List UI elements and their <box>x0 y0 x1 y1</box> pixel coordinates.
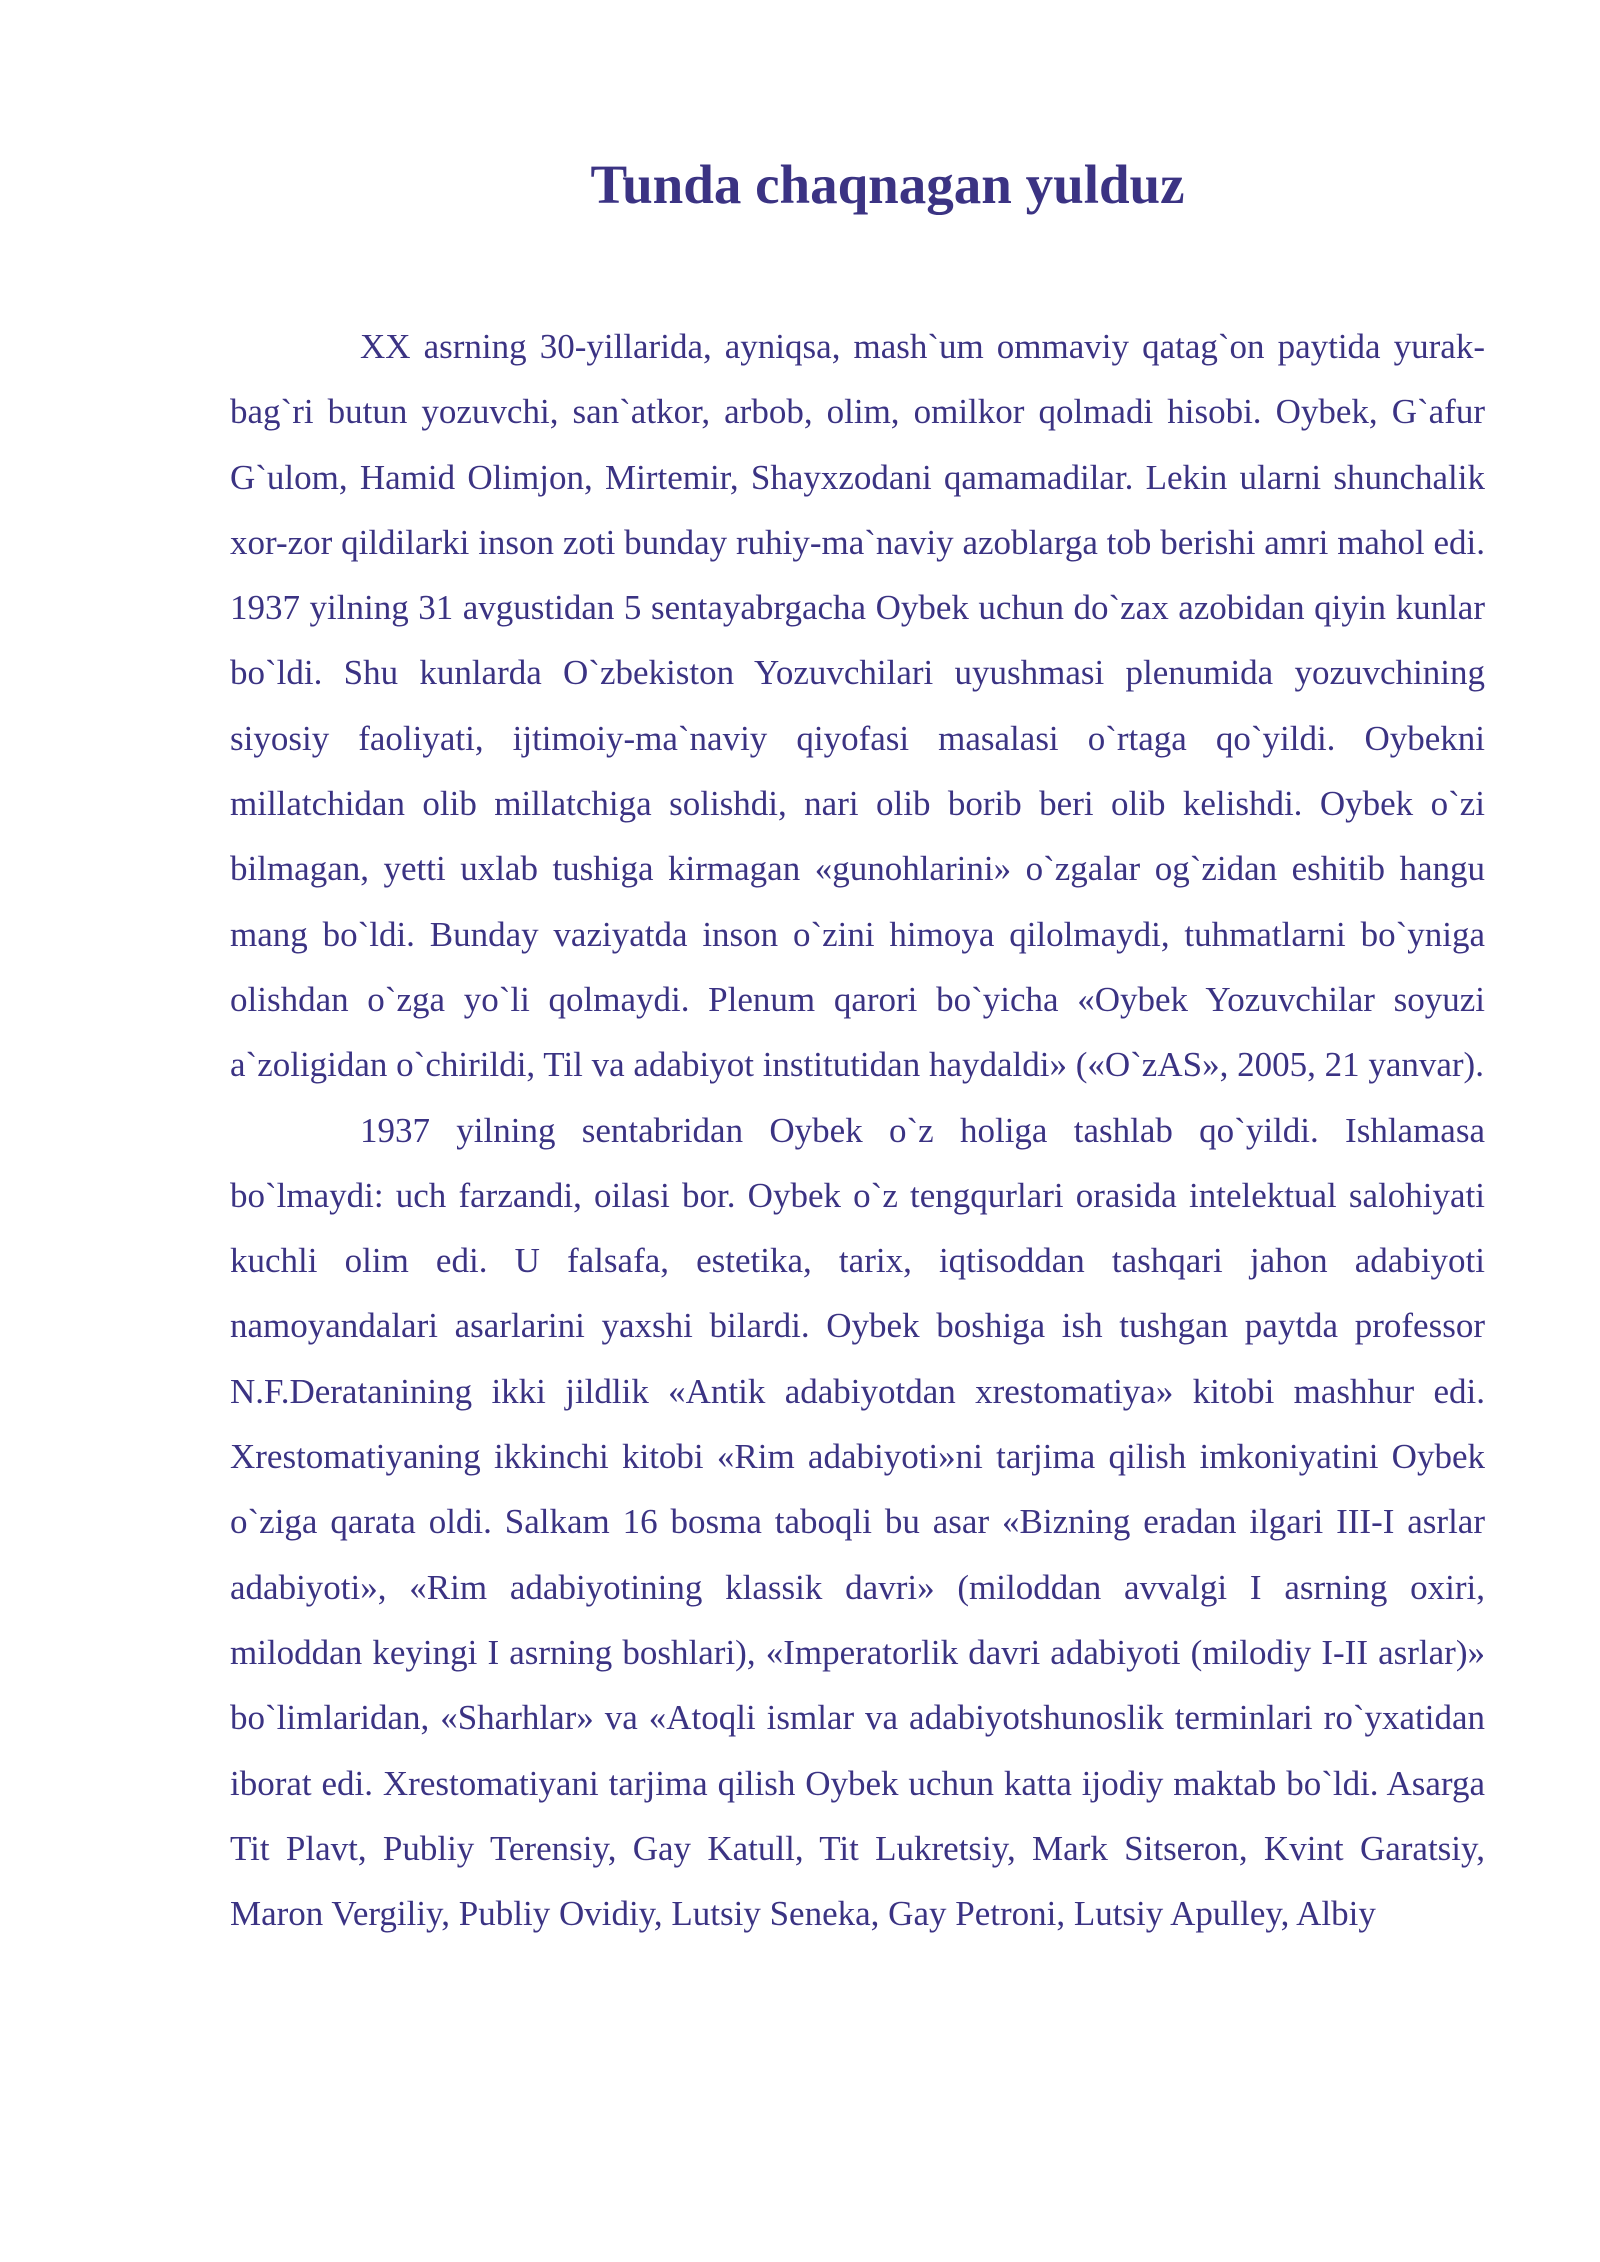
paragraph-1: XX asrning 30-yillarida, ayniqsa, mash`um ommaviy qatag`on paytida yurak-bag`ri butun yozuvchi, san`atkor, arbob, olim, omilkor qolmadi hisobi. Oybek, G`afur G`ulom, Hamid Olimjon, Mirtemir, Shayxzodani qamamadilar. Lekin ularni shunchalik xor-zor qildilarki inson zoti bunday ruhiy-ma`naviy azoblarga tob berishi amri mahol edi. 1937 yilning 31 avgustidan 5 sentayabrgacha Oybek uchun do`zax azobidan qiyin kunlar bo`ldi. Shu kunlarda O`zbekiston Yozuvchilari uyushmasi plenumida yozuvchining siyosiy faoliyati, ijtimoiy-ma`naviy qiyofasi masalasi o`rtaga qo`yildi. Oybekni millatchidan olib millatchiga solishdi, nari olib borib beri olib kelishdi. Oybek o`zi bilmagan, yetti uxlab tushiga kirmagan «gunohlarini» o`zgalar og`zidan eshitib hangu mang bo`ldi. Bunday vaziyatda inson o`zini himoya qilolmaydi, tuhmatlarni bo`yniga olishdan o`zga yo`li qolmaydi. Plenum qarori bo`yicha «Oybek Yozuvchilar soyuzi a`zoligidan o`chirildi, Til va adabiyot institutidan haydaldi» («O`zAS», 2005, 21 yanvar). <box>230 327 1485 1085</box>
document-body <box>230 314 1485 1946</box>
page-title: Tunda chaqnagan yulduz <box>590 154 1185 215</box>
paragraph-2: 1937 yilning sentabridan Oybek o`z holiga tashlab qo`yildi. Ishlamasa bo`lmaydi: uch farzandi, oilasi bor. Oybek o`z tengqurlari orasida intelektual salohiyati kuchli olim edi. U falsafa, estetika, tarix, iqtisoddan tashqari jahon adabiyoti namoyandalari asarlarini yaxshi bilardi. Oybek boshiga ish tushgan paytda professor N.F.Deratanining ikki jildlik «Antik adabiyotdan xrestomatiya» kitobi mashhur edi. Xrestomatiyaning ikkinchi kitobi «Rim adabiyoti»ni tarjima qilish imkoniyatini Oybek o`ziga qarata oldi. Salkam 16 bosma taboqli bu asar «Bizning eradan ilgari III-I asrlar adabiyoti», «Rim adabiyotining klassik davri» (miloddan avvalgi I asrning oxiri, miloddan keyingi I asrning boshlari), «Imperatorlik davri adabiyoti (milodiy I-II asrlar)» bo`limlaridan, «Sharhlar» va «Atoqli ismlar va adabiyotshunoslik terminlari ro`yxatidan iborat edi. Xrestomatiyani tarjima qilish Oybek uchun katta ijodiy maktab bo`ldi. Asarga Tit Plavt, Publiy Terensiy, Gay Katull, Tit Lukretsiy, Mark Sitseron, Kvint Garatsiy, Maron Vergiliy, Publiy Ovidiy, Lutsiy Seneka, Gay Petroni, Lutsiy Apulley, Albiy <box>230 1110 1485 1934</box>
